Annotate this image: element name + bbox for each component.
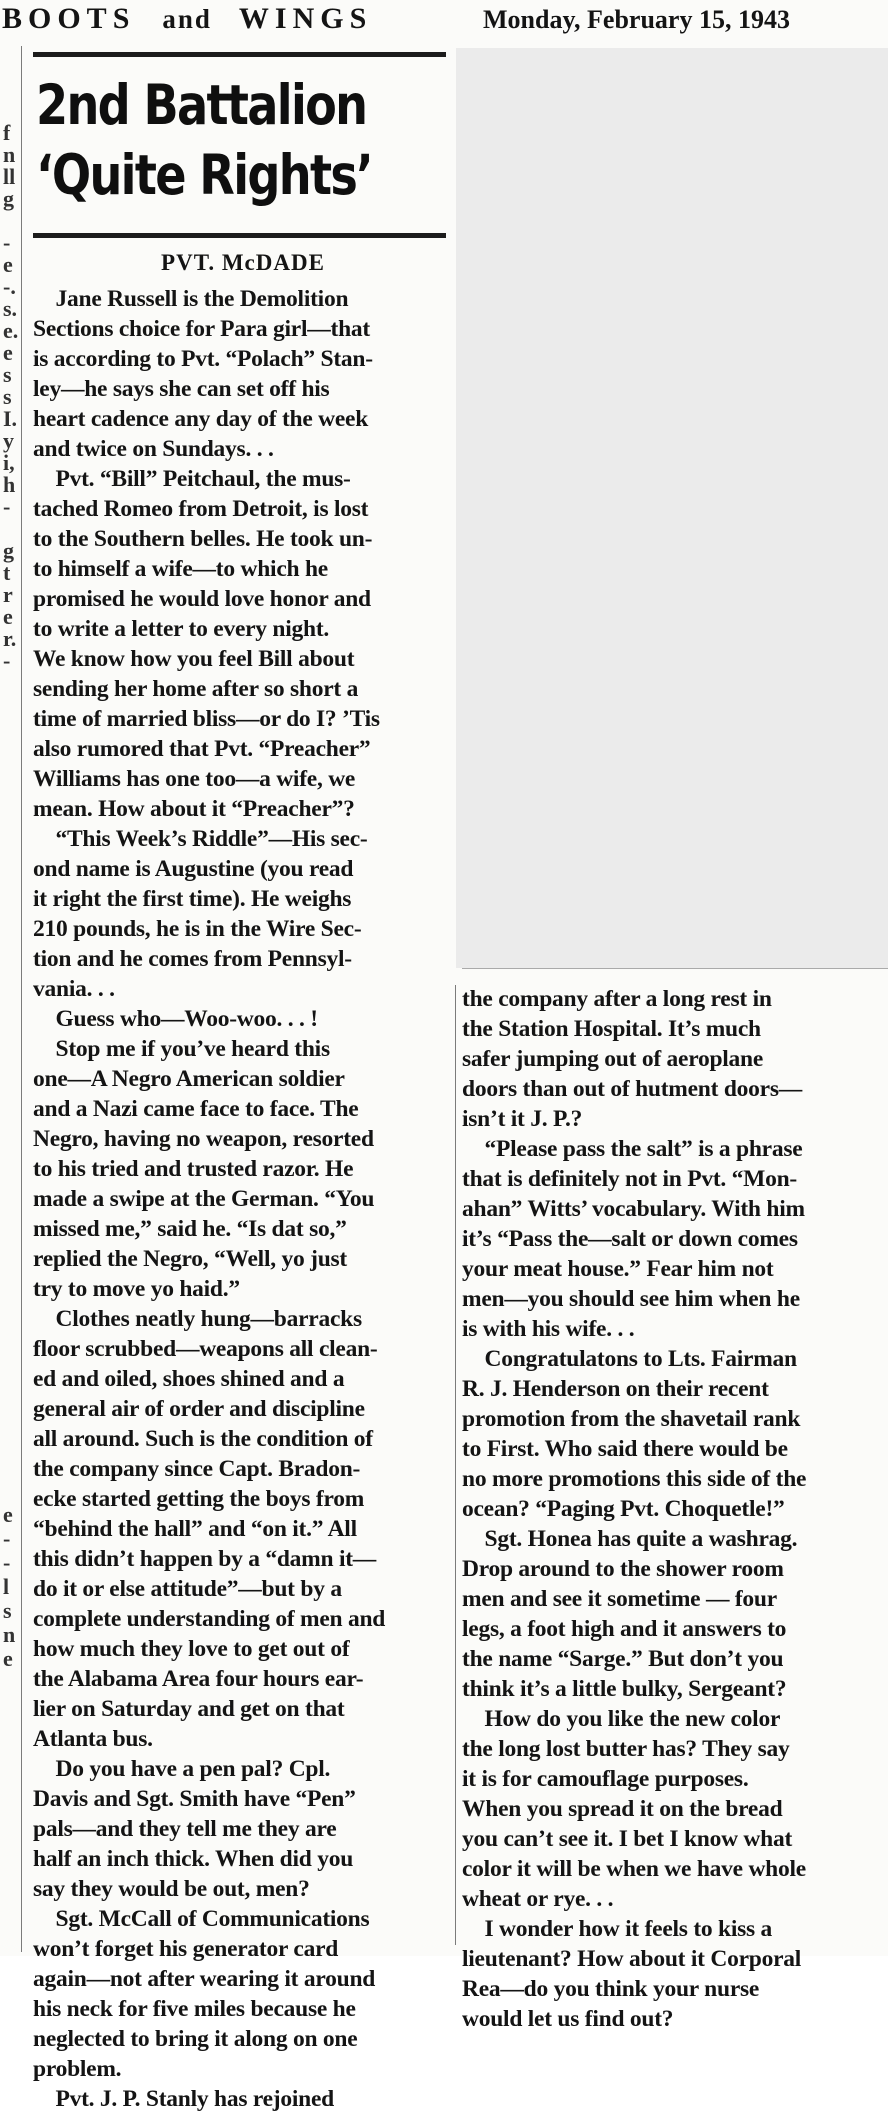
- text-line: R. J. Henderson on their recent: [462, 1376, 769, 1402]
- text-line: Rea—do you think your nurse: [462, 1976, 760, 2002]
- text-line: replied the Negro, “Well, yo just: [33, 1246, 347, 1272]
- text-line: problem.: [33, 2056, 122, 2082]
- masthead-title: [2, 2, 372, 36]
- text-line: men—you should see him when he: [462, 1286, 800, 1312]
- text-line: the Station Hospital. It’s much: [462, 1016, 761, 1042]
- text-line: Jane Russell is the Demolition: [33, 286, 349, 312]
- text-line: ed and oiled, shoes shined and a: [33, 1366, 345, 1392]
- text-line: no more promotions this side of the: [462, 1466, 807, 1492]
- text-line: neglected to bring it along on one: [33, 2026, 358, 2052]
- text-line: lier on Saturday and get on that: [33, 1696, 345, 1722]
- text-line: men and see it sometime — four: [462, 1586, 777, 1612]
- text-line: Drop around to the shower room: [462, 1556, 784, 1582]
- text-line: and a Nazi came face to face. The: [33, 1096, 359, 1122]
- previous-column-fragment: l: [3, 1574, 10, 1599]
- text-line: to First. Who said there would be: [462, 1436, 788, 1462]
- text-line: Davis and Sgt. Smith have “Pen”: [33, 1786, 356, 1812]
- text-line: how much they love to get out of: [33, 1636, 350, 1662]
- text-line: Stop me if you’ve heard this: [33, 1036, 330, 1062]
- previous-column-fragment: h: [3, 472, 16, 497]
- text-line: the company after a long rest in: [462, 986, 772, 1012]
- previous-column-fragment: s.: [3, 296, 18, 321]
- text-line: When you spread it on the bread: [462, 1796, 783, 1822]
- text-line: isn’t it J. P.?: [462, 1106, 583, 1132]
- headline-rule-bottom: [33, 233, 446, 238]
- text-line: your meat house.” Fear him not: [462, 1256, 774, 1282]
- previous-column-fragment: -: [3, 1526, 11, 1551]
- text-line: promotion from the shavetail rank: [462, 1406, 801, 1432]
- text-line: Negro, having no weapon, resorted: [33, 1126, 374, 1152]
- previous-column-fragment: r.: [3, 626, 17, 651]
- previous-column-fragment: y: [3, 428, 14, 453]
- previous-column-fragment: -: [3, 230, 11, 255]
- text-line: tached Romeo from Detroit, is lost: [33, 496, 369, 522]
- text-line: made a swipe at the German. “You: [33, 1186, 375, 1212]
- text-line: try to move yo haid.”: [33, 1276, 240, 1302]
- text-line: floor scrubbed—weapons all clean-: [33, 1336, 378, 1362]
- text-line: half an inch thick. When did you: [33, 1846, 354, 1872]
- text-line: mean. How about it “Preacher”?: [33, 796, 355, 822]
- previous-column-fragment: s: [3, 384, 12, 409]
- previous-column-fragment: e: [3, 604, 13, 629]
- text-line: also rumored that Pvt. “Preacher”: [33, 736, 371, 762]
- text-line: the Alabama Area four hours ear-: [33, 1666, 364, 1692]
- text-line: all around. Such is the condition of: [33, 1426, 373, 1452]
- text-line: heart cadence any day of the week: [33, 406, 369, 432]
- previous-column-fragment: s: [3, 362, 12, 387]
- previous-column-fragment: n: [3, 142, 16, 167]
- text-line: lieutenant? How about it Corporal: [462, 1946, 802, 1972]
- text-line: is with his wife. . .: [462, 1316, 635, 1342]
- text-line: pals—and they tell me they are: [33, 1816, 337, 1842]
- text-line: the long lost butter has? They say: [462, 1736, 790, 1762]
- previous-column-fragment: r: [3, 582, 13, 607]
- text-line: complete understanding of men and: [33, 1606, 386, 1632]
- previous-column-fragment: g: [3, 186, 14, 211]
- text-line: wheat or rye. . .: [462, 1886, 614, 1912]
- right-column-top-rule: [462, 968, 888, 969]
- previous-column-fragment: n: [3, 1622, 16, 1647]
- text-line: Clothes neatly hung—barracks: [33, 1306, 362, 1332]
- text-line: is according to Pvt. “Polach” Stan-: [33, 346, 373, 372]
- text-line: that is definitely not in Pvt. “Mon-: [462, 1166, 798, 1192]
- column-divider-left: [21, 46, 22, 1952]
- headline-line-2: ‘Quite Rights’: [36, 143, 373, 207]
- text-line: the company since Capt. Bradon-: [33, 1456, 361, 1482]
- text-line: “behind the hall” and “on it.” All: [33, 1516, 357, 1542]
- text-line: his neck for five miles because he: [33, 1996, 356, 2022]
- text-line: this didn’t happen by a “damn it—: [33, 1546, 377, 1572]
- text-line: Sgt. Honea has quite a washrag.: [462, 1526, 798, 1552]
- previous-column-fragment: g: [3, 538, 14, 563]
- previous-column-fragment: t: [3, 560, 11, 585]
- text-line: 210 pounds, he is in the Wire Sec-: [33, 916, 362, 942]
- text-line: “This Week’s Riddle”—His sec-: [33, 826, 368, 852]
- text-line: Williams has one too—a wife, we: [33, 766, 356, 792]
- text-line: Guess who—Woo-woo. . . !: [33, 1006, 318, 1032]
- text-line: ahan” Witts’ vocabulary. With him: [462, 1196, 805, 1222]
- text-line: and twice on Sundays. . .: [33, 436, 274, 462]
- column-divider-middle: [455, 985, 456, 1945]
- masthead-name-2: WINGS: [238, 2, 373, 35]
- previous-column-fragment: ll: [3, 164, 16, 189]
- text-line: to his tried and trusted razor. He: [33, 1156, 354, 1182]
- text-line: to the Southern belles. He took un-: [33, 526, 373, 552]
- previous-column-fragment: e.: [3, 318, 19, 343]
- previous-column-fragment: -.: [3, 274, 16, 299]
- text-line: color it will be when we have whole: [462, 1856, 806, 1882]
- byline: PVT. McDADE: [161, 250, 325, 275]
- text-line: the name “Sarge.” But don’t you: [462, 1646, 784, 1672]
- text-line: think it’s a little bulky, Sergeant?: [462, 1676, 787, 1702]
- text-line: Sections choice for Para girl—that: [33, 316, 370, 342]
- text-line: Atlanta bus.: [33, 1726, 153, 1752]
- text-line: ecke started getting the boys from: [33, 1486, 365, 1512]
- previous-column-fragment: f: [3, 120, 11, 145]
- text-line: sending her home after so short a: [33, 676, 359, 702]
- text-line: general air of order and discipline: [33, 1396, 365, 1422]
- text-line: doors than out of hutment doors—: [462, 1076, 802, 1102]
- text-line: Congratulatons to Lts. Fairman: [462, 1346, 797, 1372]
- text-line: tion and he comes from Pennsyl-: [33, 946, 352, 972]
- previous-column-fragment: e: [3, 1502, 13, 1527]
- text-line: time of married bliss—or do I? ’Tis: [33, 706, 380, 732]
- text-line: missed me,” said he. “Is dat so,”: [33, 1216, 347, 1242]
- text-line: again—not after wearing it around: [33, 1966, 376, 1992]
- text-line: it is for camouflage purposes.: [462, 1766, 749, 1792]
- text-line: it’s “Pass the—salt or down comes: [462, 1226, 798, 1252]
- text-line: do it or else attitude”—but by a: [33, 1576, 342, 1602]
- text-line: it right the first time). He weighs: [33, 886, 352, 912]
- previous-column-fragment: I.: [3, 406, 18, 431]
- text-line: Sgt. McCall of Communications: [33, 1906, 370, 1932]
- text-line: Do you have a pen pal? Cpl.: [33, 1756, 331, 1782]
- text-line: to himself a wife—to which he: [33, 556, 328, 582]
- text-line: ond name is Augustine (you read: [33, 856, 354, 882]
- text-line: to write a letter to every night.: [33, 616, 330, 642]
- text-line: Pvt. “Bill” Peitchaul, the mus-: [33, 466, 351, 492]
- text-line: I wonder how it feels to kiss a: [462, 1916, 773, 1942]
- previous-column-fragment: i,: [3, 450, 15, 475]
- previous-column-fragment: s: [3, 1598, 12, 1623]
- text-line: vania. . .: [33, 976, 115, 1002]
- masthead-date: Monday, February 15, 1943: [483, 5, 790, 34]
- text-line: safer jumping out of aeroplane: [462, 1046, 764, 1072]
- text-line: one—A Negro American soldier: [33, 1066, 345, 1092]
- text-line: would let us find out?: [462, 2006, 674, 2032]
- text-line: legs, a foot high and it answers to: [462, 1616, 787, 1642]
- previous-column-fragment: -: [3, 1550, 11, 1575]
- text-line: you can’t see it. I bet I know what: [462, 1826, 793, 1852]
- masthead-and: and: [162, 4, 212, 34]
- text-line: ocean? “Paging Pvt. Choquetle!”: [462, 1496, 785, 1522]
- text-line: won’t forget his generator card: [33, 1936, 339, 1962]
- previous-column-fragment: e: [3, 1646, 13, 1671]
- previous-column-fragment: -: [3, 494, 11, 519]
- previous-column-edge: [0, 120, 20, 1956]
- headline-rule-top: [33, 52, 446, 57]
- blank-region: [456, 48, 888, 968]
- headline-line-1: 2nd Battalion: [36, 73, 367, 137]
- previous-column-fragment: e: [3, 252, 13, 277]
- masthead: [0, 0, 888, 44]
- previous-column-fragment: -: [3, 648, 11, 673]
- text-line: We know how you feel Bill about: [33, 646, 355, 672]
- text-line: Pvt. J. P. Stanly has rejoined: [33, 2086, 334, 2112]
- text-line: “Please pass the salt” is a phrase: [462, 1136, 803, 1162]
- masthead-name-1: BOOTS: [2, 2, 136, 35]
- text-line: say they would be out, men?: [33, 1876, 310, 1902]
- previous-column-fragment: e: [3, 340, 13, 365]
- text-line: promised he would love honor and: [33, 586, 371, 612]
- text-line: How do you like the new color: [462, 1706, 781, 1732]
- text-line: ley—he says she can set off his: [33, 376, 330, 402]
